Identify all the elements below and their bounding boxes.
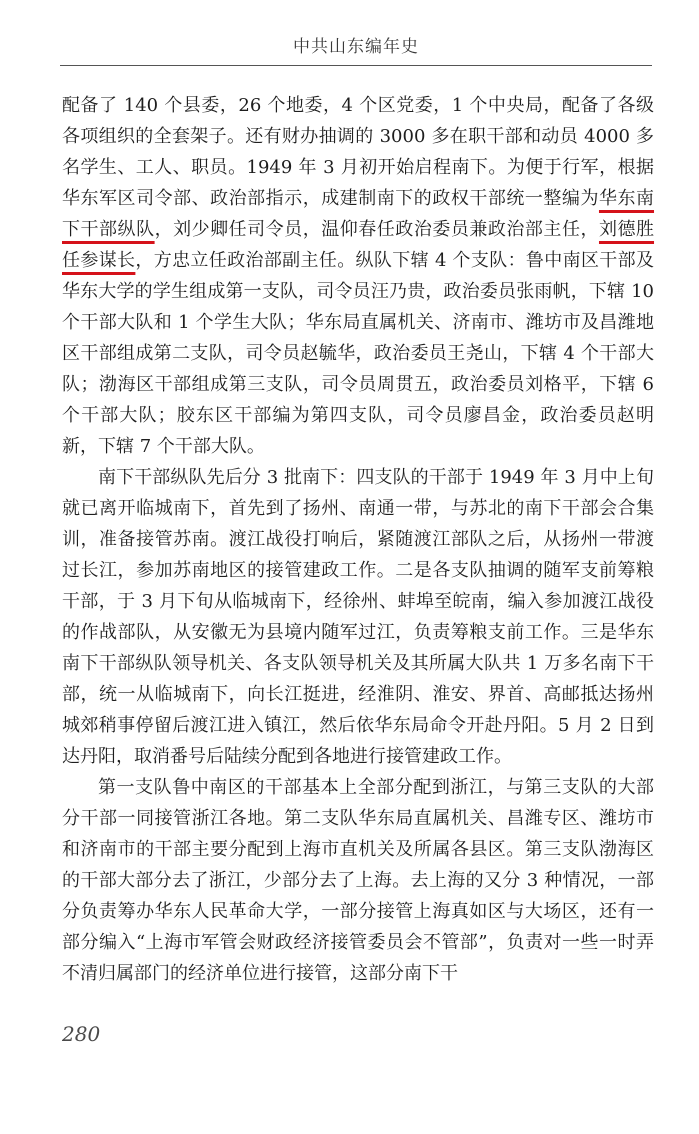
paragraph-3-text: 第一支队鲁中南区的干部基本上全部分配到浙江，与第三支队的大部分干部一同接管浙江各地。第二支队华东局直属机关、昌潍专区、潍坊市和济南市的干部主要分配到上海市直机关及所属各县区。第三支队渤海区的干部大部分去了浙江，少部分去了上海。去上海的又分 3 种情况，一部分负责筹办华东人民革命大学，一部分接管上海真如区与大场区，还有一部分编入“上海市军管会财政经济接管委员会不管部”，负责对一些一时弄不清归属部门的经济单位进行接管，这部分南下干 <box>62 777 654 984</box>
paragraph-3 <box>62 772 654 989</box>
paragraph-1-text: ，方忠立任政治部副主任。纵队下辖 4 个支队：鲁中南区干部及华东大学的学生组成第一支队，司令员汪乃贵，政治委员张雨帆，下辖 10 个干部大队和 1 个学生大队；华东局直属机关、济南市、潍坊市及昌潍地区干部组成第二支队，司令员赵毓华，政治委员王尧山，下辖 4 个干部大队；渤海区干部组成第三支队，司令员周贯五，政治委员刘格平，下辖 6 个干部大队；胶东区干部编为第四支队，司令员廖昌金，政治委员赵明新，下辖 7 个干部大队。 <box>62 250 654 457</box>
body-text <box>62 90 654 989</box>
paragraph-2 <box>62 462 654 772</box>
paragraph-1-text: 配备了 140 个县委，26 个地委，4 个区党委，1 个中央局，配备了各级各项组织的全套架子。还有财办抽调的 3000 多在职干部和动员 4000 多名学生、工人、职员。1949 年 3 月初开始启程南下。为便于行军，根据华东军区司令部、政治部指示，成建制南下的政权干部统一整编为 <box>62 95 654 209</box>
underlined-phrase-east-china-cadre-column: 华东南下干部纵队 <box>62 188 655 240</box>
running-header-title: 中共山东编年史 <box>293 37 419 57</box>
paragraph-1-text: ，刘少卿任司令员，温仰春任政治委员兼政治部主任， <box>154 219 599 240</box>
page-number: 280 <box>62 1022 101 1046</box>
paragraph-2-text: 南下干部纵队先后分 3 批南下：四支队的干部于 1949 年 3 月中上旬就已离开临城南下，首先到了扬州、南通一带，与苏北的南下干部会合集训，准备接管苏南。渡江战役打响后，紧随渡江部队之后，从扬州一带渡过长江，参加苏南地区的接管建政工作。二是各支队抽调的随军支前筹粮干部，于 3 月下旬从临城南下，经徐州、蚌埠至皖南，编入参加渡江战役的作战部队，从安徽无为县境内随军过江，负责筹粮支前工作。三是华东南下干部纵队领导机关、各支队领导机关及其所属大队共 1 万多名南下干部，统一从临城南下，向长江挺进，经淮阴、淮安、界首、高邮抵达扬州城郊稍事停留后渡江进入镇江，然后依华东局命令开赴丹阳。5 月 2 日到达丹阳，取消番号后陆续分配到各地进行接管建政工作。 <box>62 467 654 767</box>
header-rule <box>60 65 652 66</box>
underlined-phrase-chief-of-staff: 刘德胜任参谋长 <box>62 219 655 271</box>
paragraph-1 <box>62 90 654 462</box>
